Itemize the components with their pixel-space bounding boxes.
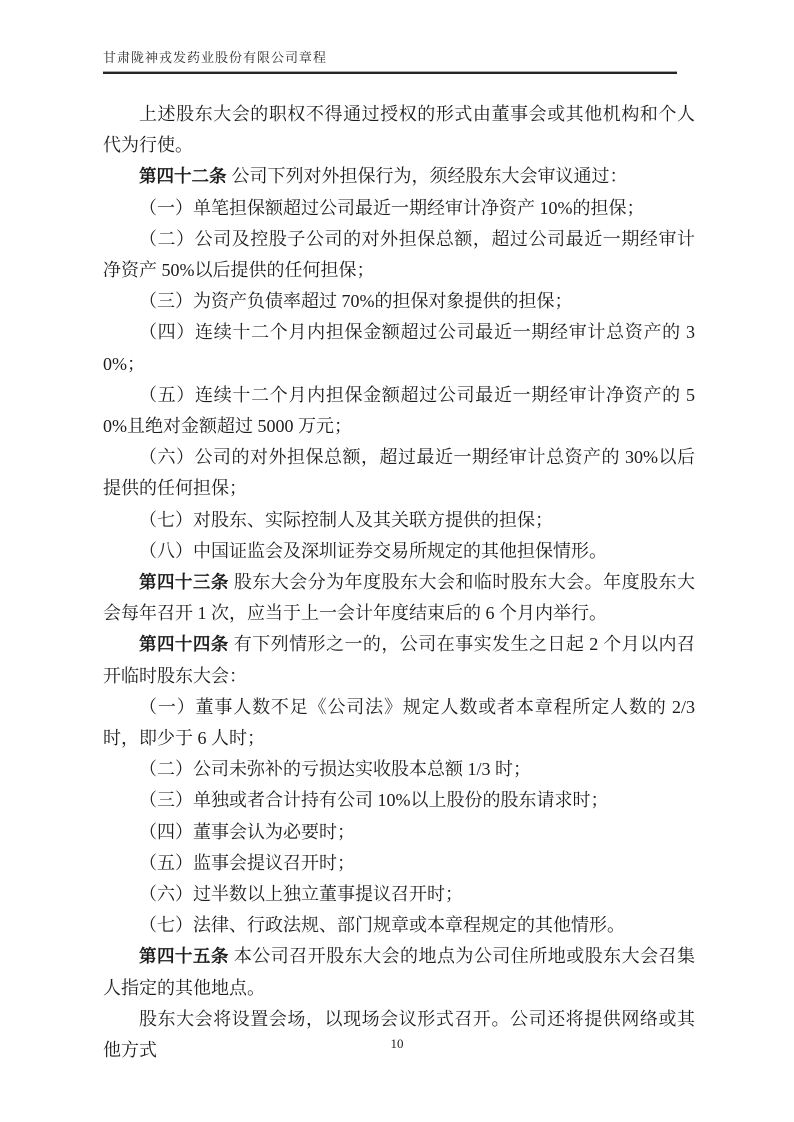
- paragraph-text: （四）连续十二个月内担保金额超过公司最近一期经审计总资产的 30%；: [103, 322, 695, 374]
- paragraph: [103, 317, 695, 379]
- paragraph-text: （七）对股东、实际控制人及其关联方提供的担保；: [139, 509, 553, 530]
- paragraph: [103, 536, 695, 567]
- paragraph-text: （二）公司未弥补的亏损达实收股本总额 1/3 时；: [139, 759, 531, 780]
- paragraph-text: （七）法律、行政法规、部门规章或本章程规定的其他情形。: [139, 915, 625, 936]
- paragraph: [103, 442, 695, 504]
- paragraph: [103, 99, 695, 161]
- paragraph: [103, 848, 695, 879]
- page-header: [103, 47, 677, 74]
- paragraph-text: （三）单独或者合计持有公司 10%以上股份的股东请求时；: [139, 790, 609, 811]
- paragraph: [103, 193, 695, 224]
- paragraph-text: 上述股东大会的职权不得通过授权的形式由董事会或其他机构和个人代为行使。: [103, 104, 695, 156]
- paragraph-text: （一）单笔担保额超过公司最近一期经审计净资产 10%的担保；: [139, 197, 645, 218]
- article-number: 第四十三条: [139, 572, 229, 593]
- paragraph-text: （六）公司的对外担保总额，超过最近一期经审计总资产的 30%以后提供的任何担保；: [103, 447, 695, 499]
- paragraph: [103, 754, 695, 785]
- paragraph: [103, 910, 695, 941]
- paragraph-text: （三）为资产负债率超过 70%的担保对象提供的担保；: [139, 291, 573, 312]
- article-number: 第四十二条: [139, 166, 227, 187]
- paragraph-text: （四）董事会认为必要时；: [139, 821, 355, 842]
- page-footer: [0, 1036, 794, 1052]
- paragraph: [103, 505, 695, 536]
- article-number: 第四十四条: [139, 634, 229, 655]
- header-divider: [103, 71, 677, 74]
- paragraph: [103, 785, 695, 816]
- paragraph: [103, 941, 695, 1003]
- paragraph-text: 有下列情形之一的，公司在事实发生之日起 2 个月以内召开临时股东大会：: [103, 634, 695, 686]
- paragraph-text: （一）董事人数不足《公司法》规定人数或者本章程所定人数的 2/3 时，即少于 6 人时；: [103, 696, 695, 749]
- paragraph: [103, 567, 695, 629]
- paragraph: [103, 380, 695, 442]
- document-body: [103, 99, 695, 1066]
- header-title: 甘肃陇神戎发药业股份有限公司章程: [103, 50, 328, 65]
- page-number: 10: [390, 1036, 404, 1051]
- paragraph-text: （六）过半数以上独立董事提议召开时；: [139, 884, 463, 905]
- paragraph-text: （五）监事会提议召开时；: [139, 852, 355, 873]
- article-number: 第四十五条: [139, 946, 229, 967]
- paragraph: [103, 692, 695, 754]
- paragraph: [103, 817, 695, 848]
- paragraph-text: （二）公司及控股子公司的对外担保总额，超过公司最近一期经审计净资产 50%以后提供的任何担保；: [103, 228, 695, 281]
- paragraph-text: （八）中国证监会及深圳证券交易所规定的其他担保情形。: [139, 540, 607, 561]
- paragraph: [103, 161, 695, 192]
- paragraph-text: 本公司召开股东大会的地点为公司住所地或股东大会召集人指定的其他地点。: [103, 946, 695, 998]
- paragraph-text: 股东大会分为年度股东大会和临时股东大会。年度股东大会每年召开 1 次，应当于上一会计年度结束后的 6 个月内举行。: [103, 572, 695, 624]
- paragraph: [103, 286, 695, 317]
- paragraph-text: 公司下列对外担保行为，须经股东大会审议通过：: [231, 166, 628, 187]
- paragraph: [103, 224, 695, 286]
- paragraph: [103, 879, 695, 910]
- paragraph: [103, 629, 695, 691]
- paragraph-text: 股东大会将设置会场，以现场会议形式召开。公司还将提供网络或其他方式: [103, 1008, 695, 1061]
- paragraph-text: （五）连续十二个月内担保金额超过公司最近一期经审计净资产的 50%且绝对金额超过 5000 万元；: [103, 384, 695, 437]
